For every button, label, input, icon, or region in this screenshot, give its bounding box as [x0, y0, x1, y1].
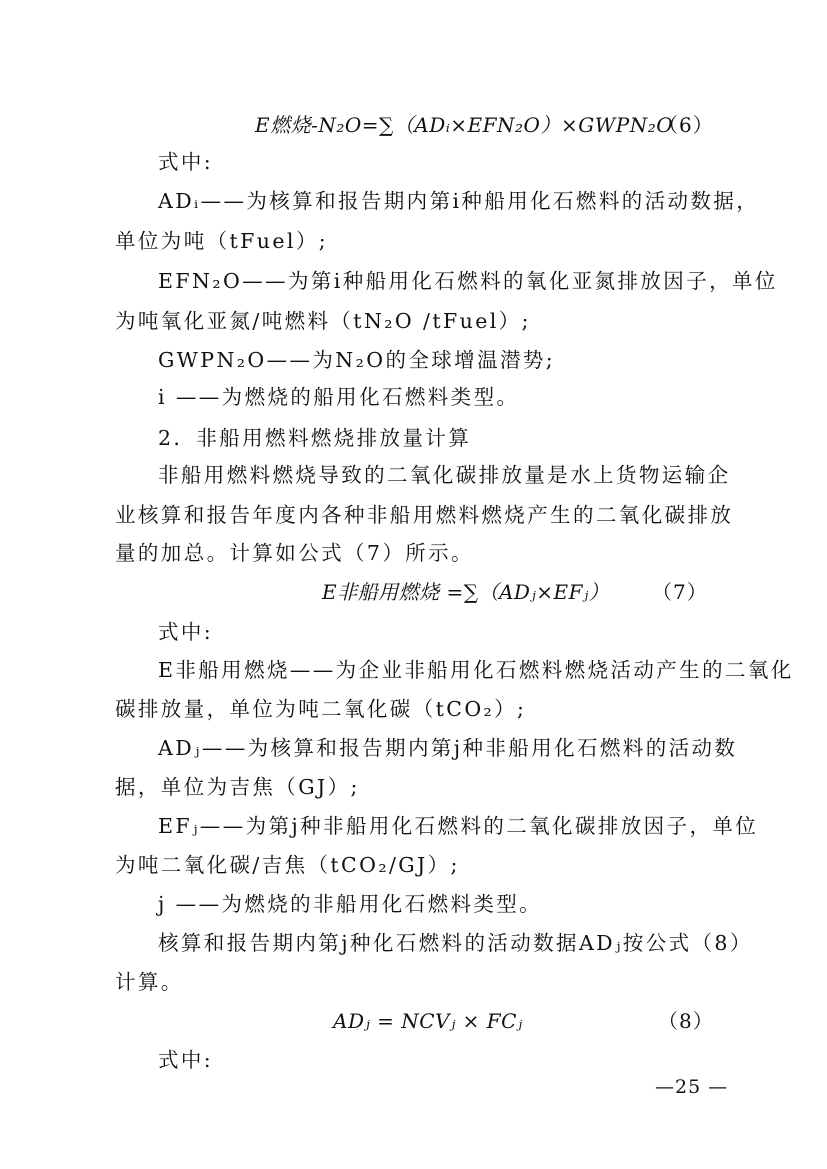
- page-number: —25 —: [655, 1076, 729, 1098]
- formula-8: ADⱼ = NCVⱼ × FCⱼ: [333, 1009, 523, 1033]
- formula-6-number: （6）: [658, 113, 714, 137]
- def-ad-j-line1: ADⱼ——为核算和报告期内第j种非船用化石燃料的活动数: [158, 736, 738, 760]
- def-gwp: GWPN₂O——为N₂O的全球增温潜势;: [158, 348, 556, 372]
- def-ef-j-line1: EFⱼ——为第j种非船用化石燃料的二氧化碳排放因子，单位: [158, 814, 759, 838]
- where-label-2: 式中:: [158, 620, 214, 644]
- where-label-3: 式中:: [158, 1048, 214, 1072]
- formula-8-number: （8）: [658, 1009, 714, 1033]
- paragraph2-line1: 核算和报告期内第j种化石燃料的活动数据ADⱼ按公式（8）: [158, 931, 753, 955]
- paragraph-line3: 量的加总。计算如公式（7）所示。: [115, 541, 474, 565]
- def-i: i ——为燃烧的船用化石燃料类型。: [158, 385, 520, 409]
- def-ad-i-line1: ADᵢ——为核算和报告期内第i种船用化石燃料的活动数据，: [158, 189, 760, 213]
- paragraph2-line2: 计算。: [115, 970, 184, 994]
- paragraph-line2: 业核算和报告年度内各种非船用燃料燃烧产生的二氧化碳排放: [115, 503, 734, 527]
- formula-6: E燃烧-N₂O=∑（ADᵢ×EFN₂O）×GWPN₂O: [255, 113, 674, 137]
- def-ad-i-line2: 单位为吨（tFuel）;: [115, 229, 329, 253]
- def-ef-n2o-line2: 为吨氧化亚氮/吨燃料（tN₂O /tFuel）;: [115, 309, 531, 333]
- paragraph-line1: 非船用燃料燃烧导致的二氧化碳排放量是水上货物运输企: [158, 463, 731, 487]
- def-ef-j-line2: 为吨二氧化碳/吉焦（tCO₂/GJ）;: [115, 853, 460, 877]
- formula-7-number: （7）: [652, 580, 708, 604]
- def-ad-j-line2: 据，单位为吉焦（GJ）;: [115, 775, 360, 799]
- def-e-line2: 碳排放量，单位为吨二氧化碳（tCO₂）;: [115, 697, 527, 721]
- formula-7: E非船用燃烧 =∑（ADⱼ×EFⱼ）: [322, 580, 610, 604]
- where-label-1: 式中:: [158, 150, 214, 174]
- section-heading-2: 2．非船用燃料燃烧排放量计算: [158, 426, 472, 450]
- def-j: j ——为燃烧的非船用化石燃料类型。: [158, 892, 543, 916]
- def-e-line1: E非船用燃烧——为企业非船用化石燃料燃烧活动产生的二氧化: [158, 658, 794, 682]
- def-ef-n2o-line1: EFN₂O——为第i种船用化石燃料的氧化亚氮排放因子，单位: [158, 269, 778, 293]
